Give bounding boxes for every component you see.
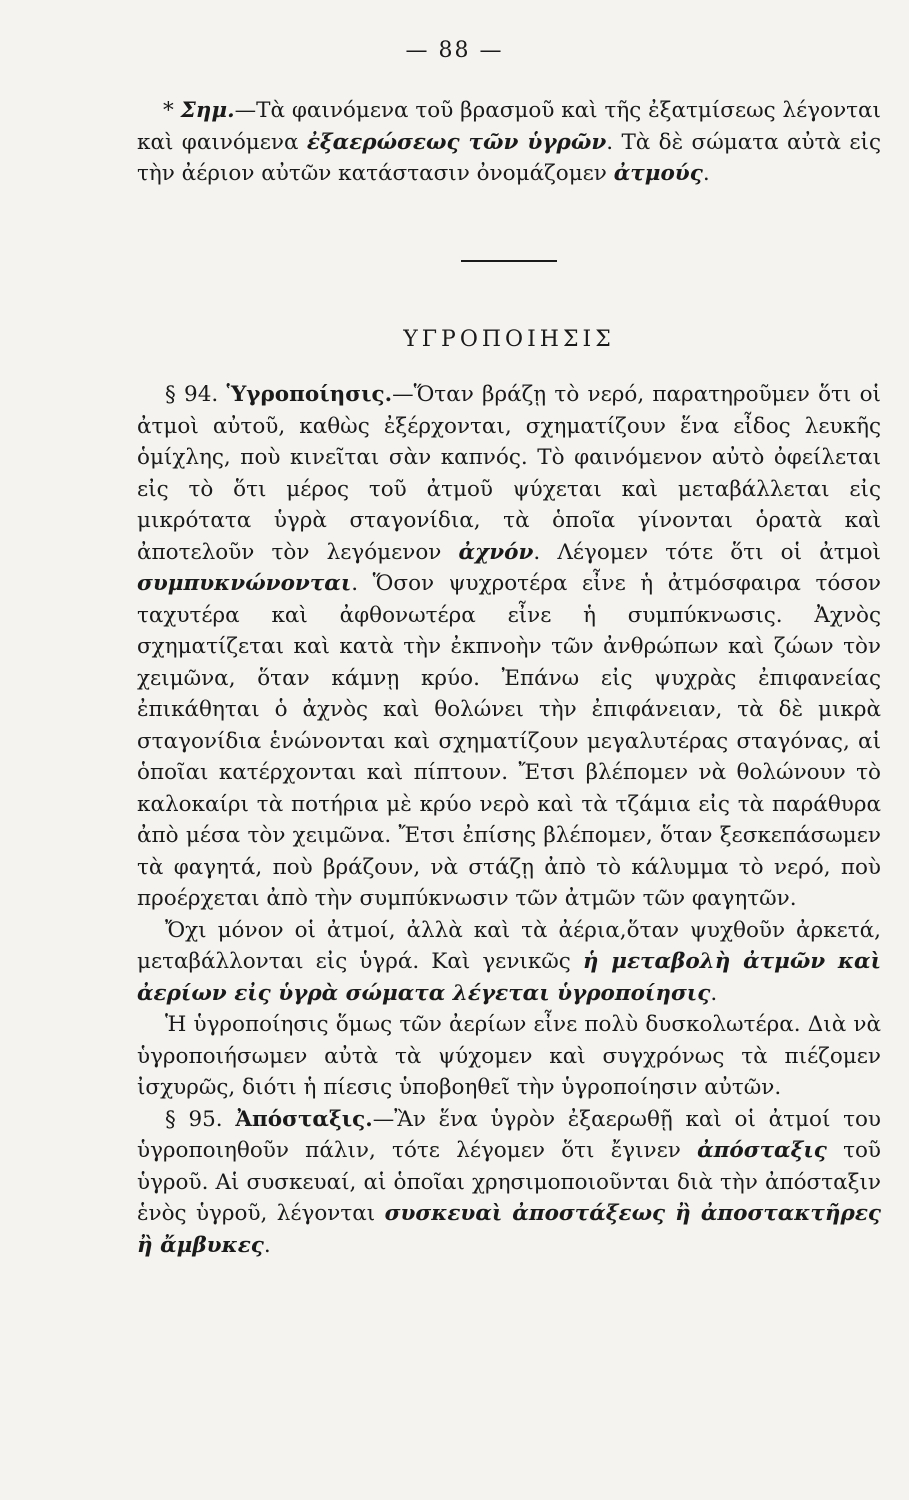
footnote [137, 95, 881, 190]
paragraph-text: . [263, 1232, 271, 1258]
section-number: § 95. [165, 1106, 223, 1132]
footnote-text: . [702, 161, 710, 186]
section-divider [461, 260, 557, 262]
paragraph-text: Ὄχι μόνον οἱ ἀτμοί, ἀλλὰ καὶ τὰ ἀέρια,ὅταν ψυχθοῦν ἀρκετά, μεταβάλλονται εἰς ὑγρά. Καὶ γενικῶς [137, 917, 881, 974]
definition-emphasis: ἡ μεταβολὴ ἀτμῶν καὶ ἀερίων εἰς ὑγρὰ σώματα λέγεται ὑγροποίησις [137, 949, 881, 1006]
term-emphasis: ἀπόσταξις [697, 1138, 827, 1163]
chapter-heading: ΥΓΡΟΠΟΙΗΣΙΣ [403, 326, 615, 352]
paragraph-liquefaction [137, 915, 881, 1010]
footnote-text: . Τὰ δὲ σώματα αὐτὰ εἰς τὴν ἀέριον αὐτῶν κατάστασιν ὀνομάζομεν [137, 129, 881, 186]
term-emphasis: συσκευαὶ ἀποστάξεως ἢ ἀποστακτῆρες ἢ ἄμβυκες [137, 1201, 881, 1258]
footnote-text: —Τὰ φαινόμενα τοῦ βρασμοῦ καὶ τῆς ἐξατμίσεως λέγονται καὶ φαινόμενα [137, 98, 881, 155]
paragraph-text: —Ὅταν βράζῃ τὸ νερό, παρατηροῦμεν ὅτι οἱ ἀτμοὶ αὐτοῦ, καθὼς ἐξέρχονται, σχηματίζουν ἕνα εἶδος λευκῆς ὁμίχλης, ποὺ κινεῖται σὰν καπνός. Τὸ φαινόμενον αὐτὸ ὀφείλεται εἰς τὸ ὅτι μέρος τοῦ ἀτμοῦ ψύχεται καὶ μεταβάλλεται εἰς μικρότατα ὑγρὰ σταγονίδια, τὰ ὁποῖα γίνονται ὁρατὰ καὶ ἀποτελοῦν τὸν λεγόμενον [137, 382, 881, 565]
footnote-label: Σημ. [180, 98, 235, 123]
section-title: Ὑγροποίησις. [226, 382, 393, 407]
section-94 [137, 379, 881, 915]
paragraph-text: . Λέγομεν τότε ὅτι οἱ ἀτμοὶ [533, 539, 881, 565]
section-95 [137, 1104, 881, 1262]
paragraph-text: τοῦ ὑγροῦ. Αἱ συσκευαί, αἱ ὁποῖαι χρησιμοποιοῦνται διὰ τὴν ἀπόσταξιν ἑνὸς ὑγροῦ, λέγονται [137, 1138, 881, 1226]
paragraph-gases: Ἡ ὑγροποίησις ὅμως τῶν ἀερίων εἶνε πολὺ δυσκολωτέρα. Διὰ νὰ ὑγροποιήσωμεν αὐτὰ τὰ ψύχομεν καὶ συγχρόνως τὰ πιέζομεν ἰσχυρῶς, διότι ἡ πίεσις ὑποβοηθεῖ τὴν ὑγροποίησιν αὐτῶν. [137, 1012, 881, 1100]
term-emphasis: συμπυκνώνονται [137, 571, 352, 596]
footnote-emphasis: ἀτμούς [613, 161, 703, 186]
paragraph-text: . [710, 980, 718, 1006]
term-emphasis: ἀχνόν [458, 539, 534, 565]
footnote-emphasis: ἐξαερώσεως τῶν ὑγρῶν [306, 129, 607, 155]
section-title: Ἀπόσταξις. [235, 1106, 373, 1132]
page-number: — 88 — [405, 38, 504, 63]
footnote-marker: * [163, 98, 174, 123]
section-number: § 94. [165, 382, 219, 407]
paragraph-text: —Ἂν ἕνα ὑγρὸν ἐξαερωθῇ καὶ οἱ ἀτμοί του ὑγροποιηθοῦν πάλιν, τότε λέγομεν ὅτι ἔγινεν [137, 1106, 882, 1163]
paragraph-text: . Ὅσον ψυχροτέρα εἶνε ἡ ἀτμόσφαιρα τόσον ταχυτέρα καὶ ἀφθονωτέρα εἶνε ἡ συμπύκνωσις. Ἀχνὸς σχηματίζεται καὶ κατὰ τὴν ἐκπνοὴν τῶν ἀνθρώπων καὶ ζώων τὸν χειμῶνα, ὅταν κάμνῃ κρύο. Ἐπάνω εἰς ψυχρὰς ἐπιφανείας ἐπικάθηται ὁ ἀχνὸς καὶ θολώνει τὴν ἐπιφάνειαν, τὰ δὲ μικρὰ σταγονίδια ἑνώνονται καὶ σχηματίζουν μεγαλυτέρας σταγόνας, αἱ ὁποῖαι κατέρχονται καὶ πίπτουν. Ἔτσι βλέπομεν νὰ θολώνουν τὸ καλοκαίρι τὰ ποτήρια μὲ κρύο νερὸ καὶ τὰ τζάμια εἰς τὰ παράθυρα ἀπὸ μέσα τὸν χειμῶνα. Ἔτσι ἐπίσης βλέπομεν, ὅταν ξεσκεπάσωμεν τὰ φαγητά, ποὺ βράζουν, νὰ στάζῃ ἀπὸ τὸ κάλυμμα τὸ νερό, ποὺ προέρχεται ἀπὸ τὴν συμπύκνωσιν τῶν ἀτμῶν τῶν φαγητῶν. [137, 571, 881, 911]
page-body [137, 95, 881, 1261]
